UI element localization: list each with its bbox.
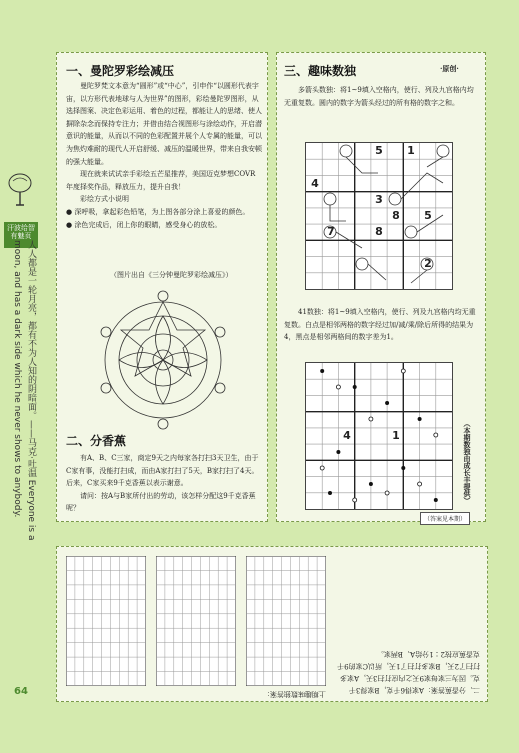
given-cell[interactable]: 7 [327, 225, 335, 238]
given-cell[interactable]: 8 [375, 225, 383, 238]
given-cell[interactable]: 5 [375, 144, 383, 157]
grid2-lines [306, 363, 452, 509]
mandala-image [88, 290, 238, 430]
mandala-caption: （图片出自《三分钟曼陀罗彩绘减压》） [110, 271, 233, 279]
given-cell[interactable]: 2 [424, 257, 432, 270]
original-tag: ·原创· [440, 64, 459, 73]
puzzle1-desc: 多箭头数独：将1~9填入空格内，使行、列及九宫格内均无重复数。圆内的数字为箭头经过的所有格的数字之和。 [284, 86, 474, 107]
answer-grids-title: 上期趣味数独答案： [263, 690, 326, 698]
answer-tag: （答案见本期） [420, 512, 470, 525]
given-cell[interactable]: 4 [343, 429, 351, 442]
given-cell[interactable]: 5 [424, 209, 432, 222]
section-title-mandala: 一、曼陀罗彩绘减压 [66, 64, 175, 78]
puzzle2-desc: 41数独：将1~9填入空格内，使行、列及九宫格内均无重复数。白点是相邻两格的数字经过加/减/乘/除后所得的结果为4，黑点是相邻两格间的数字差为1。 [284, 308, 476, 342]
puzzle-credit: （本期数独由成长丰提供） [463, 420, 471, 504]
given-cell[interactable]: 8 [392, 209, 400, 222]
answer-text: 二、分香蕉答案：A家得6千克，B家得3千克。因为三家每家9天之内应打扫3天，A家多打扫了2天，B家多打扫了1天，所以C家的9千克香蕉应按2∶1分给A、B两家。 [337, 650, 480, 694]
sudoku-grid-dots[interactable] [305, 362, 453, 510]
tree-icon [7, 172, 33, 208]
answer-grid-left [66, 556, 146, 686]
section-title-banana: 二、分香蕉 [66, 434, 127, 448]
sudoku-grid-arrows[interactable] [305, 142, 453, 290]
page-number: 64 [14, 686, 28, 697]
answer-grid-middle [156, 556, 236, 686]
side-quote: 人人都是一轮月亮，都有不为人知的阴暗面。——马克·吐温 Everyone is a moon, and has a dark side which he never shows to anybody. [12, 240, 36, 541]
section-title-sudoku: 三、趣味数独 [284, 64, 357, 78]
banana-body: 有A、B、C三家，商定9天之内每家各打扫3天卫生，由于C家有事，没能打扫成，而由A家打扫了5天，B家打扫了4天。后来，C家买来9千克香蕉以表示谢意。 请问：按A与B家所付出的劳动，该怎样分配这9千克香蕉呢？ [66, 454, 259, 513]
given-cell[interactable]: 1 [407, 144, 415, 157]
given-cell[interactable]: 1 [392, 429, 400, 442]
side-tag: 汗波给智有魅页 [4, 222, 38, 248]
mandala-body: 曼陀罗梵文本意为“圆形”或“中心”，引申作“以圆形代表宇宙，以方形代表地球与人为世界”的图形，彩绘曼陀罗图形，从选择图案、决定色彩运用、着色的过程，都能让人的思绪、使人摒除杂念而保持专注力；并借由结合视图形与涂绘动作，开启潜意识的能量，从而以不同的色彩配置并展个人专属的能量，可以为焦灼难耐的现代人开启舒缓、减压的温暖世界，带来自我安顿的强大能量。 现在就来试试亲手彩绘五芒星推荐，美国迈克梦想COVR年度择奖作品，释放压力，提升自我！ 彩绘方式小说明 ● 深呼吸，拿起彩色铅笔，为上图各部分涂上喜爱的颜色。 ● 涂色完成后，闭上你的眼睛，感受身心的放松。 [66, 82, 262, 229]
answer-grid-right [246, 556, 326, 686]
given-cell[interactable]: 3 [375, 193, 383, 206]
given-cell[interactable]: 4 [311, 177, 319, 190]
